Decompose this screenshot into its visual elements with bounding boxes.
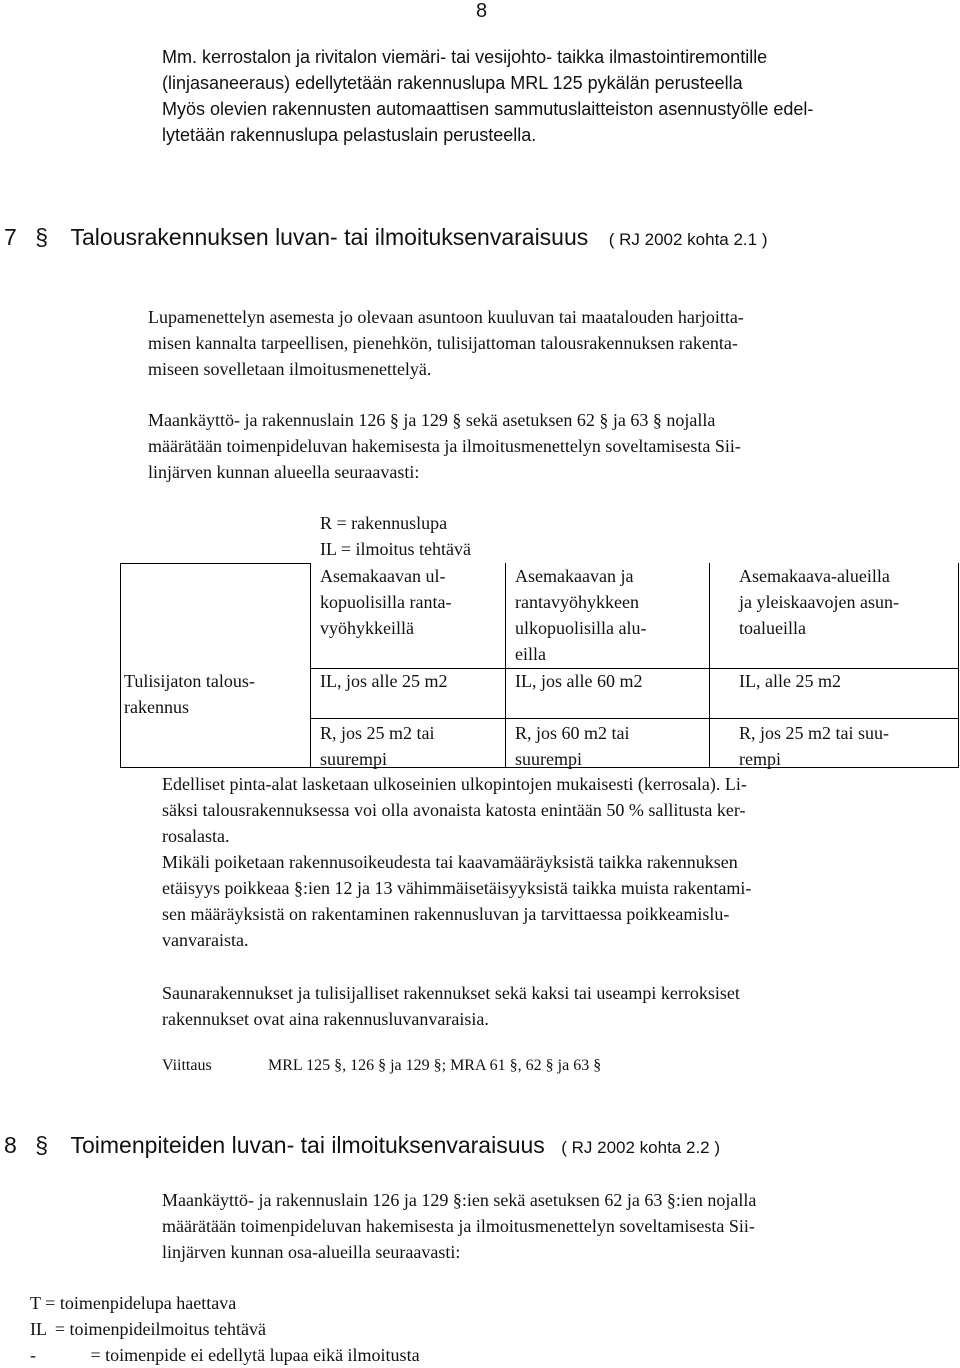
- section-number: 7: [4, 224, 17, 250]
- text-line: misen kannalta tarpeellisen, pienehkön, tulisijattoman talousrakennuksen rakenta-: [148, 333, 738, 353]
- text-line: Maankäyttö- ja rakennuslain 126 § ja 129 § sekä asetuksen 62 § ja 63 § nojalla: [148, 410, 716, 430]
- legend-key: T: [30, 1293, 41, 1313]
- cell-line: eilla: [515, 644, 546, 664]
- paragraph-pinta-alat: [162, 771, 747, 849]
- table-border: [310, 563, 311, 768]
- table-header-cell: [320, 563, 451, 641]
- cell-line: toalueilla: [739, 618, 806, 638]
- section-7-heading: [4, 222, 768, 252]
- table-cell-r: [739, 720, 889, 772]
- text-line: etäisyys poikkeaa §:ien 12 ja 13 vähimmäisetäisyyksistä taikka muista rakentami-: [162, 878, 752, 898]
- table-cell-il: IL, alle 25 m2: [739, 671, 841, 691]
- text-line: Mikäli poiketaan rakennusoikeudesta tai kaavamääräyksistä taikka rakennuksen: [162, 852, 738, 872]
- cell-line: suurempi: [320, 749, 387, 769]
- text-line: vanvaraista.: [162, 930, 249, 950]
- text-line: sen määräyksistä on rakentaminen rakennusluvan ja tarvittaessa poikkeamislu-: [162, 904, 730, 924]
- text-line: säksi talousrakennuksessa voi olla avonaista katosta enintään 50 % sallitusta ker-: [162, 800, 746, 820]
- page-number: 8: [476, 0, 488, 22]
- table-border: [709, 563, 710, 768]
- section-8-heading: [4, 1130, 720, 1160]
- text-line: Edelliset pinta-alat lasketaan ulkoseinien ulkopintojen mukaisesti (kerrosala). Li-: [162, 774, 747, 794]
- table-border: [505, 563, 506, 768]
- text-line: Saunarakennukset ja tulisijalliset rakennukset sekä kaksi tai useampi kerroksiset: [162, 983, 740, 1003]
- paragraph-saunarakennukset: [162, 980, 740, 1032]
- paragraph-osa-alueet: [162, 1187, 756, 1265]
- paragraph-maankaytto: [148, 407, 741, 485]
- cell-line: Tulisijaton talous-: [124, 671, 255, 691]
- section-symbol: §: [35, 224, 49, 250]
- cell-line: rakennus: [124, 697, 189, 717]
- legend-list: [30, 1290, 420, 1368]
- table-cell-il: IL, jos alle 60 m2: [515, 671, 643, 691]
- intro-paragraph: [162, 44, 813, 148]
- table-legend: [320, 510, 471, 562]
- legend-item: [30, 1290, 420, 1316]
- cell-line: vyöhykkeillä: [320, 618, 414, 638]
- table-border: [310, 718, 959, 719]
- legend-item: [30, 1316, 420, 1342]
- legend-line: IL = ilmoitus tehtävä: [320, 539, 471, 559]
- cell-line: R, jos 25 m2 tai suu-: [739, 723, 890, 743]
- section-reference: ( RJ 2002 kohta 2.2 ): [561, 1138, 721, 1157]
- cell-line: suurempi: [515, 749, 582, 769]
- reference-text: MRL 125 §, 126 § ja 129 §; MRA 61 §, 62 § ja 63 §: [268, 1057, 602, 1074]
- cell-line: Asemakaava-alueilla: [739, 566, 890, 586]
- text-line: määrätään toimenpideluvan hakemisesta ja ilmoitusmenettelyn soveltamisesta Sii-: [148, 436, 741, 456]
- legend-item: [30, 1342, 420, 1368]
- text-line: lytetään rakennuslupa pelastuslain perusteella.: [162, 125, 537, 145]
- text-line: Myös olevien rakennusten automaattisen sammutuslaitteiston asennustyölle edel-: [162, 99, 814, 119]
- section-symbol: §: [35, 1132, 49, 1158]
- table-header-cell: [515, 563, 646, 667]
- legend-key: -: [30, 1345, 36, 1365]
- paragraph-ilmoitusmenettely: [148, 304, 744, 382]
- cell-line: rantavyöhykkeen: [515, 592, 639, 612]
- cell-line: Asemakaavan ul-: [320, 566, 446, 586]
- reference-label: Viittaus: [162, 1057, 212, 1074]
- cell-line: kopuolisilla ranta-: [320, 592, 452, 612]
- section-title: Talousrakennuksen luvan- tai ilmoituksenvaraisuus: [70, 224, 589, 250]
- text-line: rosalasta.: [162, 826, 230, 846]
- section-title: Toimenpiteiden luvan- tai ilmoituksenvaraisuus: [70, 1132, 545, 1158]
- legend-line: R = rakennuslupa: [320, 513, 448, 533]
- text-line: Maankäyttö- ja rakennuslain 126 ja 129 §:ien sekä asetuksen 62 ja 63 §:ien nojalla: [162, 1190, 757, 1210]
- legend-key: IL: [30, 1319, 47, 1339]
- text-line: määrätään toimenpideluvan hakemisesta ja ilmoitusmenettelyn soveltamisesta Sii-: [162, 1216, 755, 1236]
- section-reference: ( RJ 2002 kohta 2.1 ): [608, 230, 768, 249]
- legend-value: = toimenpide ei edellytä lupaa eikä ilmoitusta: [90, 1345, 420, 1365]
- legend-value: = toimenpideilmoitus tehtävä: [54, 1319, 266, 1339]
- cell-line: R, jos 25 m2 tai: [320, 723, 435, 743]
- cell-line: ja yleiskaavojen asun-: [739, 592, 899, 612]
- text-line: (linjasaneeraus) edellytetään rakennuslupa MRL 125 pykälän perusteella: [162, 73, 743, 93]
- text-line: Lupamenettelyn asemesta jo olevaan asuntoon kuuluvan tai maatalouden harjoitta-: [148, 307, 744, 327]
- table-border: [120, 563, 311, 564]
- legend-value: = toimenpidelupa haettava: [45, 1293, 237, 1313]
- cell-line: Asemakaavan ja: [515, 566, 634, 586]
- text-line: miseen sovelletaan ilmoitusmenettelyä.: [148, 359, 432, 379]
- cell-line: ulkopuolisilla alu-: [515, 618, 647, 638]
- cell-line: rempi: [739, 749, 781, 769]
- text-line: rakennukset ovat aina rakennusluvanvaraisia.: [162, 1009, 489, 1029]
- table-cell-il: IL, jos alle 25 m2: [320, 671, 448, 691]
- section-number: 8: [4, 1132, 17, 1158]
- table-border: [120, 563, 121, 768]
- cell-line: R, jos 60 m2 tai: [515, 723, 630, 743]
- table-cell-r: [320, 720, 435, 772]
- paragraph-poikkeaminen: [162, 849, 751, 953]
- table-header-cell: [739, 563, 899, 641]
- table-cell-r: [515, 720, 630, 772]
- table-border: [958, 563, 959, 768]
- text-line: Mm. kerrostalon ja rivitalon viemäri- tai vesijohto- taikka ilmastointiremontille: [162, 47, 768, 67]
- table-row-label: [124, 668, 255, 720]
- text-line: linjärven kunnan osa-alueilla seuraavasti:: [162, 1242, 461, 1262]
- text-line: linjärven kunnan alueella seuraavasti:: [148, 462, 420, 482]
